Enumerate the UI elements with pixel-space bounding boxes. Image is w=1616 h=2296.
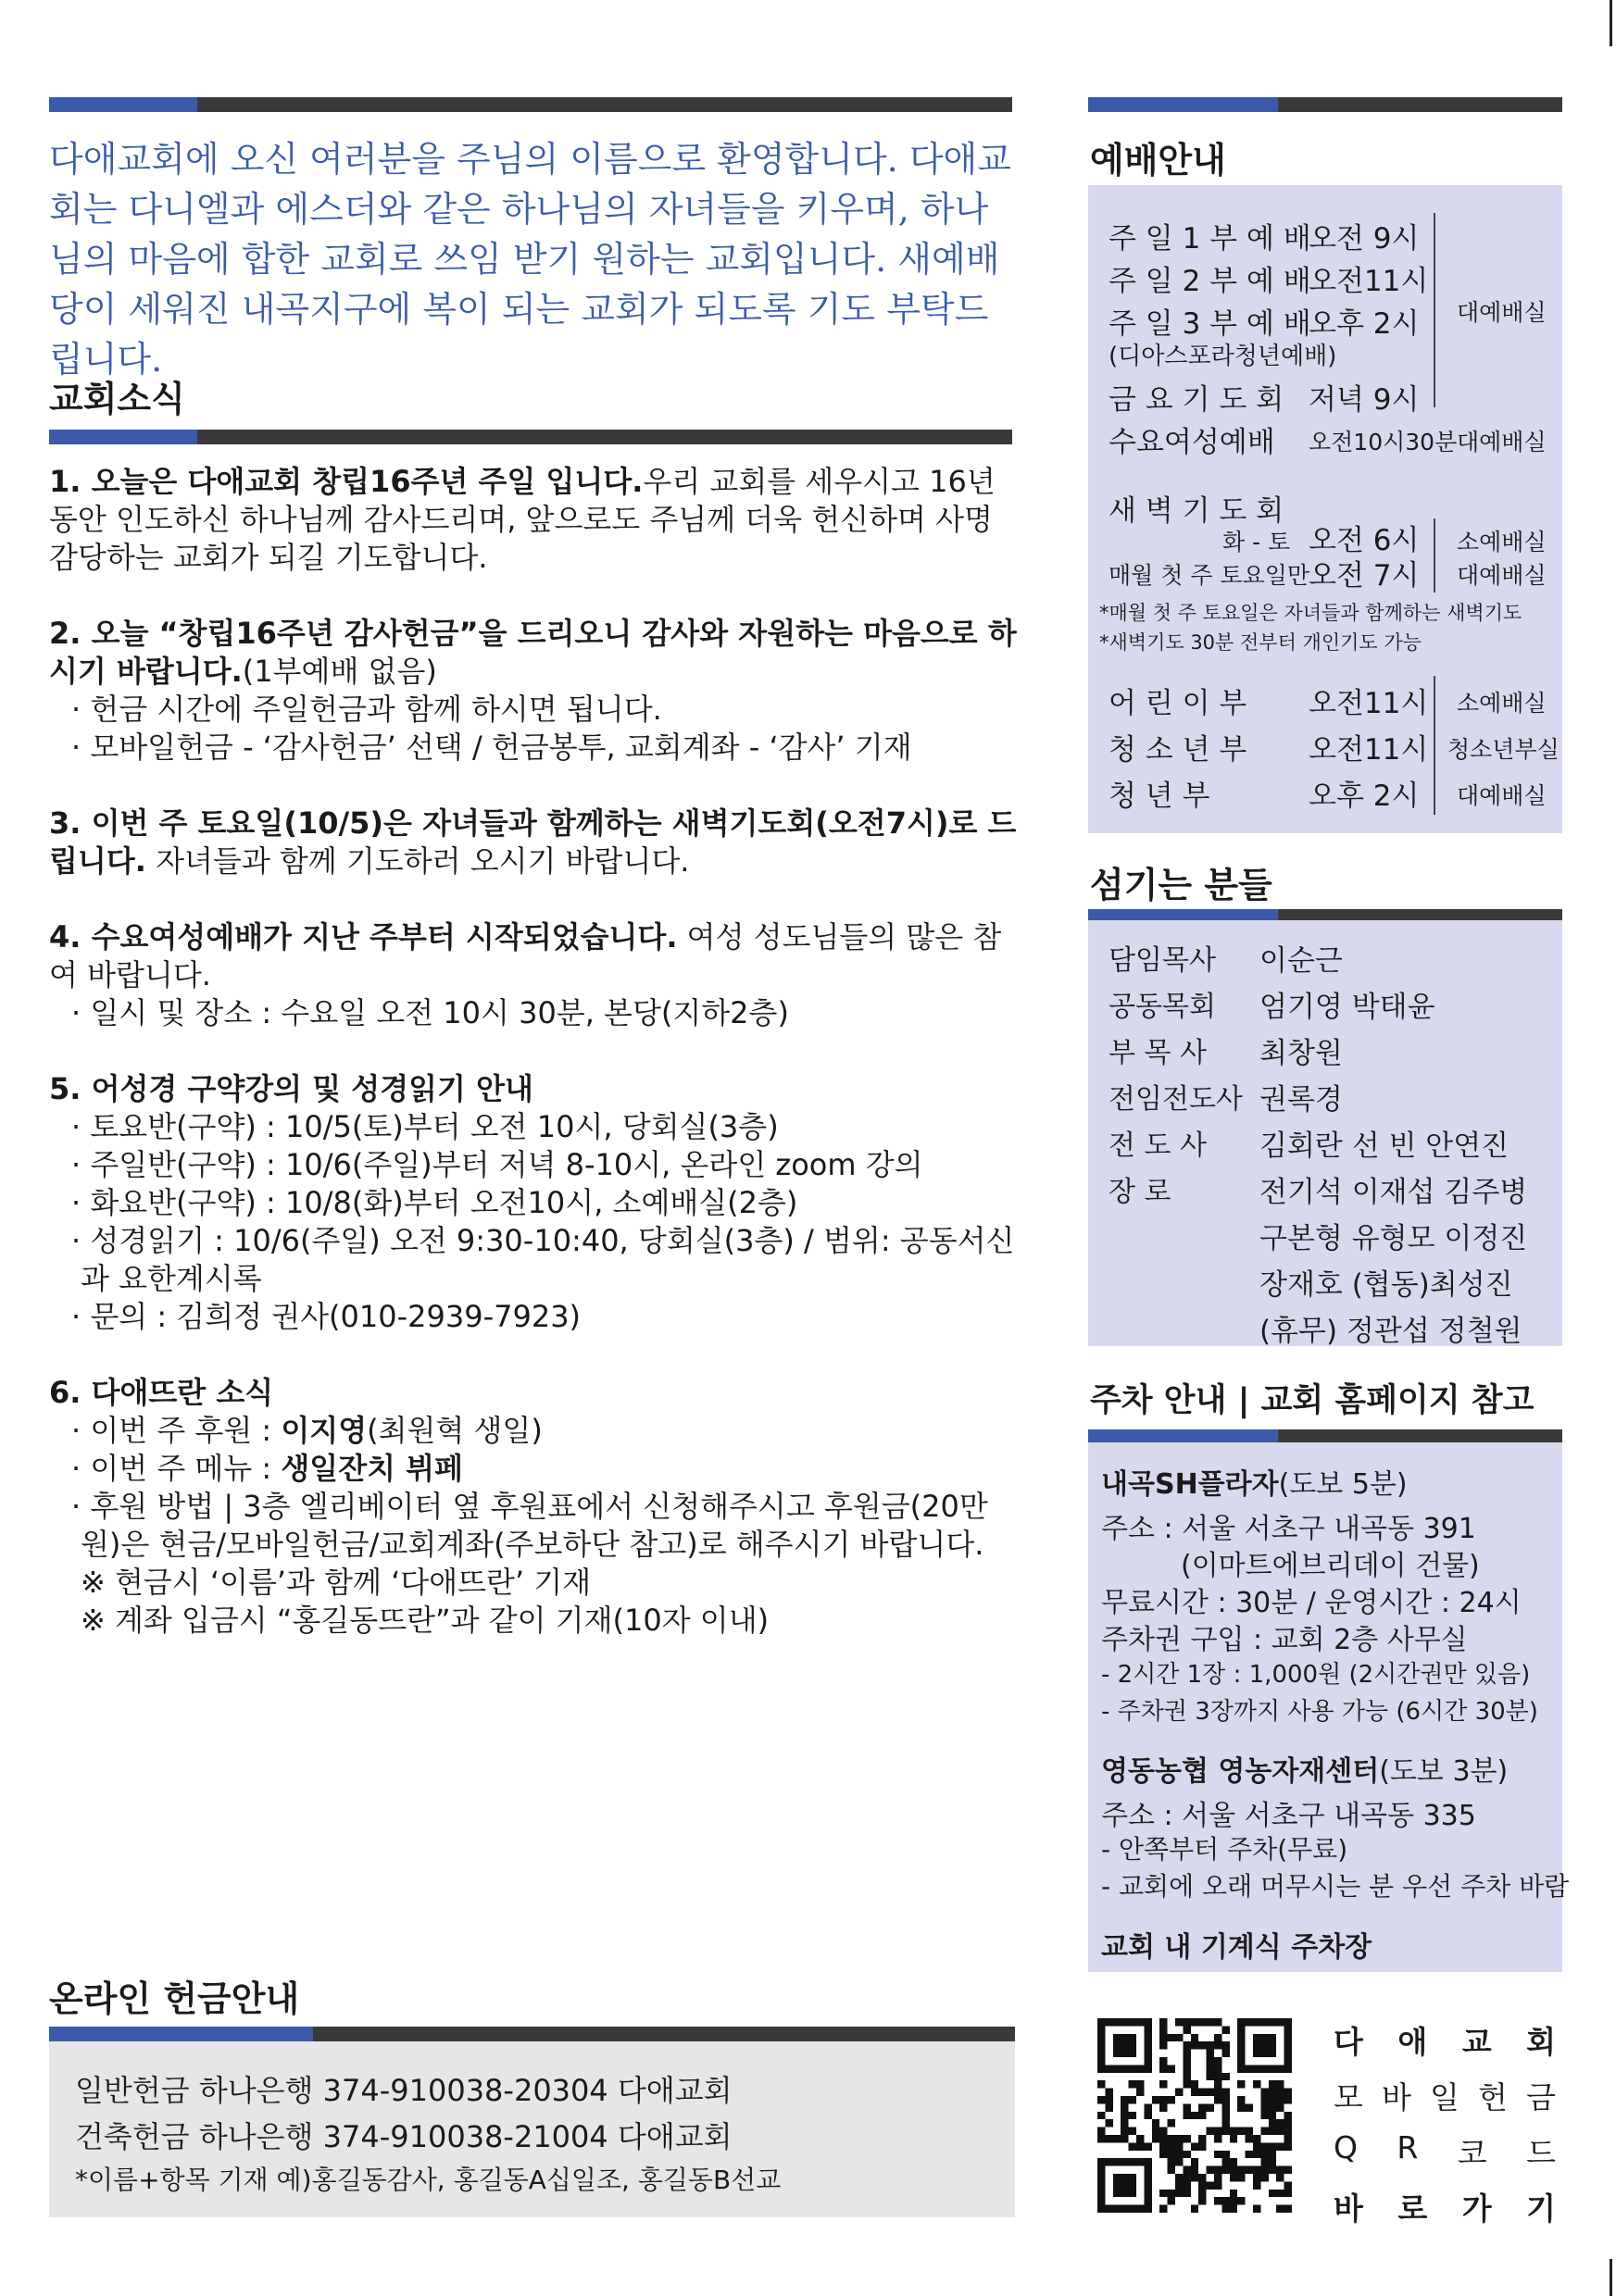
news-item-3-text: 자녀들과 함께 기도하러 오시기 바랍니다. <box>145 843 690 879</box>
worship-r1-name: 주 일 1 부 예 배 <box>1109 222 1311 256</box>
online-title: 온라인 헌금안내 <box>49 1978 300 2019</box>
news-item-2-sub1: · 헌금 시간에 주일헌금과 함께 하시면 됩니다. <box>71 692 662 727</box>
parking-place-3-name: 교회 내 기계식 주차장 <box>1101 1931 1372 1964</box>
worship-top-bar <box>1088 97 1562 112</box>
qr-char: 코 <box>1457 2135 1487 2171</box>
qr-char: 헌 <box>1478 2079 1508 2115</box>
worship-r5-place: 대예배실 <box>1457 429 1547 455</box>
parking-place-2-name: 영동농협 영농자재센터 <box>1101 1755 1380 1788</box>
parking-place-1-name: 내곡SH플라자 <box>1101 1468 1279 1501</box>
worship-k2-place: 청소년부실 <box>1447 736 1560 763</box>
parking-b2: - 안쪽부터 주차(무료) <box>1101 1834 1348 1865</box>
parking-place-3 <box>1101 1924 1372 1965</box>
qr-char: 드 <box>1526 2135 1556 2171</box>
news-item-2-sub2: · 모바일헌금 - ‘감사헌금’ 선택 / 헌금봉투, 교회계좌 - ‘감사’ 기재 <box>71 730 912 765</box>
online-box <box>49 2041 1015 2217</box>
servant-role: 공동목회 <box>1109 991 1216 1023</box>
worship-r2-name: 주 일 2 부 예 배 <box>1109 265 1311 298</box>
news-item-3-bold: 3. 이번 주 토요일(10/5)은 자녀들과 함께하는 새벽기도회(오전7시)로 드립니다. <box>49 805 1017 879</box>
news-item-1-text: 우리 교회를 세우시고 16년 동안 인도하신 하나님께 감사드리며, 앞으로도 주님께 더욱 헌신하며 사명 감당하는 교회가 되길 기도합니다. <box>49 464 996 575</box>
menu-value: 생일잔치 뷔페 <box>281 1451 463 1486</box>
sponsor-note: (최원혁 생일) <box>367 1413 543 1448</box>
qr-char: 회 <box>1526 2024 1556 2060</box>
qr-char: 바 <box>1334 2190 1363 2227</box>
servant-role: 전임전도사 <box>1109 1083 1243 1116</box>
parking-a3: 무료시간 : 30분 / 운영시간 : 24시 <box>1101 1587 1522 1619</box>
qr-char: 로 <box>1397 2190 1428 2227</box>
servant-names: 구본형 유형모 이정진 <box>1259 1222 1528 1255</box>
parking-place-2-walk: (도보 3분) <box>1379 1755 1509 1788</box>
crop-mark-bottom-right <box>1610 2259 1612 2296</box>
news-item-3 <box>49 805 1017 880</box>
parking-place-1-walk: (도보 5분) <box>1278 1468 1408 1501</box>
online-bar <box>49 2027 1015 2041</box>
servant-names: 이순근 <box>1259 944 1343 978</box>
servant-role: 전 도 사 <box>1109 1129 1208 1162</box>
parking-b3: - 교회에 오래 머무시는 분 우선 주차 바람 <box>1101 1871 1570 1902</box>
qr-char: 일 <box>1430 2079 1459 2115</box>
worship-k1-time: 오전11시 <box>1309 687 1429 720</box>
worship-r3-time: 오후 2시 <box>1309 307 1420 341</box>
worship-r5-name: 수요여성예배 <box>1109 426 1275 459</box>
news-item-5-sub2: · 주일반(구약) : 10/6(주일)부터 저녁 8-10시, 온라인 zoom 강의 <box>71 1147 923 1182</box>
parking-place-2 <box>1101 1748 1508 1789</box>
news-item-6-note1: ※ 현금시 ‘이름’과 함께 ‘다애뜨란’ 기재 <box>81 1565 592 1600</box>
qr-char: 바 <box>1382 2079 1411 2115</box>
worship-r8-place: 대예배실 <box>1457 562 1547 589</box>
worship-r2-time: 오전11시 <box>1309 265 1429 298</box>
news-item-1-bold: 1. 오늘은 다애교회 창립16주년 주일 입니다. <box>49 464 644 499</box>
worship-r6-name: 새 벽 기 도 회 <box>1109 494 1284 528</box>
servants-title: 섬기는 분들 <box>1090 865 1272 905</box>
worship-r8-day: 매월 첫 주 토요일만 <box>1109 562 1310 589</box>
worship-r7-day: 화 - 토 <box>1222 529 1291 555</box>
worship-k2-time: 오전11시 <box>1309 733 1429 767</box>
news-item-4-bold: 4. 수요여성예배가 지난 주부터 시작되었습니다. <box>49 919 678 955</box>
worship-r3-note: (디아스포라청년예배) <box>1109 343 1337 370</box>
parking-a2: (이마트에브리데이 건물) <box>1181 1550 1480 1582</box>
worship-divider-1 <box>1434 213 1435 407</box>
news-item-2-bold: 2. 오늘 “창립16주년 감사헌금”을 드리오니 감사와 자원하는 마음으로 하시기 바랍니다. <box>49 616 1017 689</box>
worship-r8-time: 오전 7시 <box>1309 559 1420 593</box>
servant-names: 최창원 <box>1259 1037 1343 1070</box>
servant-names: 권록경 <box>1259 1083 1343 1117</box>
news-item-6-sub3: · 후원 방법 | 3층 엘리베이터 옆 후원표에서 신청해주시고 후원금(20만원)은 현금/모바일헌금/교회계좌(주보하단 참고)로 해주시기 바랍니다. <box>71 1489 988 1562</box>
qr-line-1 <box>1334 2018 1556 2062</box>
parking-a4: 주차권 구입 : 교회 2층 사무실 <box>1101 1624 1468 1656</box>
news-item-6-bold: 6. 다애뜨란 소식 <box>49 1375 274 1410</box>
worship-r1-time: 오전 9시 <box>1309 222 1420 256</box>
intro-top-bar <box>49 97 1012 112</box>
worship-r4-name: 금 요 기 도 회 <box>1109 383 1284 417</box>
servant-role: 담임목사 <box>1109 944 1216 977</box>
servant-names: 전기석 이재섭 김주병 <box>1259 1176 1528 1209</box>
news-item-5-bold: 5. 어성경 구약강의 및 성경읽기 안내 <box>49 1071 533 1106</box>
qr-char: 기 <box>1526 2190 1556 2227</box>
online-line-2: 건축헌금 하나은행 374-910038-21004 다애교회 <box>75 2119 733 2154</box>
worship-r5-time: 오전10시30분 <box>1309 429 1458 455</box>
qr-char: R <box>1397 2129 1419 2165</box>
servant-role: 장 로 <box>1109 1176 1171 1208</box>
news-item-5 <box>49 1070 1017 1336</box>
worship-k3-place: 대예배실 <box>1457 782 1547 809</box>
worship-r7-time: 오전 6시 <box>1309 524 1420 557</box>
news-item-4-text: 여성 성도님들의 많은 참여 바랍니다. <box>49 919 1002 992</box>
worship-note-2: *새벽기도 30분 전부터 개인기도 가능 <box>1099 631 1422 654</box>
news-item-5-sub5: · 문의 : 김희정 권사(010-2939-7923) <box>71 1299 582 1334</box>
parking-panel <box>1088 1442 1570 1972</box>
sponsor-label: · 이번 주 후원 : <box>71 1413 282 1448</box>
intro-text: 다애교회에 오신 여러분을 주님의 이름으로 환영합니다. 다애교회는 다니엘과 에스더와 같은 하나님의 자녀들을 키우며, 하나님의 마음에 합한 교회로 쓰임 받기 원하는 교회입니다. 새예배당이 세워진 내곡지구에 복이 되는 교회가 되도록 기도 부탁드립니다. <box>49 139 1011 380</box>
worship-k3-time: 오후 2시 <box>1309 780 1420 813</box>
worship-k3-name: 청 년 부 <box>1109 780 1210 813</box>
servant-names: (휴무) 정관섭 정철원 <box>1259 1315 1522 1348</box>
qr-char: 모 <box>1334 2079 1363 2115</box>
parking-place-1 <box>1101 1461 1408 1502</box>
news-item-6-note2: ※ 계좌 입금시 “홍길동뜨란”과 같이 기재(10자 이내) <box>81 1603 770 1638</box>
mobile-offering-qr-code[interactable] <box>1097 2018 1292 2213</box>
worship-note-1: *매월 첫 주 토요일은 자녀들과 함께하는 새벽기도 <box>1099 602 1522 624</box>
worship-r4-time: 저녁 9시 <box>1309 383 1420 417</box>
worship-divider-3 <box>1434 676 1435 815</box>
worship-r3-name: 주 일 3 부 예 배 <box>1109 307 1311 341</box>
worship-panel <box>1088 185 1562 833</box>
qr-char: 애 <box>1397 2024 1428 2060</box>
qr-line-2 <box>1334 2074 1556 2117</box>
servant-names: 김회란 선 빈 안연진 <box>1259 1129 1510 1163</box>
menu-label: · 이번 주 메뉴 : <box>71 1451 282 1486</box>
worship-k2-name: 청 소 년 부 <box>1109 733 1247 767</box>
news-item-1 <box>49 463 1017 577</box>
news-item-6 <box>49 1374 1017 1640</box>
worship-divider-2 <box>1434 518 1435 593</box>
qr-char: 가 <box>1461 2190 1492 2227</box>
worship-place-1: 대예배실 <box>1457 299 1547 326</box>
news-item-6-sub2 <box>49 1450 1017 1488</box>
news-item-5-sub1: · 토요반(구약) : 10/5(토)부터 오전 10시, 당회실(3층) <box>71 1109 779 1144</box>
parking-bar <box>1088 1429 1562 1442</box>
news-item-4 <box>49 918 1017 1032</box>
worship-r7-place: 소예배실 <box>1457 529 1547 555</box>
parking-a6: - 주차권 3장까지 사용 가능 (6시간 30분) <box>1101 1698 1538 1726</box>
news-item-5-sub3: · 화요반(구약) : 10/8(화)부터 오전10시, 소예배실(2층) <box>71 1185 798 1220</box>
news-item-2-text: (1부예배 없음) <box>242 654 437 689</box>
parking-b1: 주소 : 서울 서초구 내곡동 335 <box>1101 1800 1476 1832</box>
online-line-3: *이름+항목 기재 예)홍길동감사, 홍길동A십일조, 홍길동B선교 <box>75 2165 782 2195</box>
worship-k1-place: 소예배실 <box>1457 690 1547 717</box>
qr-char: 교 <box>1461 2024 1492 2060</box>
news-item-2 <box>49 615 1017 767</box>
news-item-4-sub1: · 일시 및 장소 : 수요일 오전 10시 30분, 본당(지하2층) <box>71 995 789 1030</box>
parking-a5: - 2시간 1장 : 1,000원 (2시간권만 있음) <box>1101 1661 1531 1689</box>
servant-names: 장재호 (협동)최성진 <box>1259 1268 1513 1302</box>
news-item-6-sub1 <box>49 1412 1017 1450</box>
online-line-1: 일반헌금 하나은행 374-910038-20304 다애교회 <box>75 2073 733 2108</box>
parking-title: 주차 안내 | 교회 홈페이지 참고 <box>1090 1382 1535 1419</box>
servant-names: 엄기영 박태윤 <box>1259 991 1435 1024</box>
qr-line-3 <box>1334 2129 1556 2173</box>
qr-char: 다 <box>1334 2024 1363 2060</box>
qr-char: 금 <box>1526 2079 1556 2115</box>
parking-a1: 주소 : 서울 서초구 내곡동 391 <box>1101 1513 1476 1545</box>
qr-char: Q <box>1334 2129 1358 2165</box>
news-title: 교회소식 <box>49 379 185 419</box>
news-item-5-sub4: · 성경읽기 : 10/6(주일) 오전 9:30-10:40, 당회실(3층) / 범위: 공동서신과 요한계시록 <box>71 1223 1015 1296</box>
sponsor-name: 이지영 <box>281 1413 368 1448</box>
qr-line-4 <box>1334 2185 1556 2228</box>
servant-role: 부 목 사 <box>1109 1037 1208 1069</box>
news-list <box>49 463 1017 1678</box>
servants-panel <box>1088 920 1562 1346</box>
crop-mark-top-right <box>1610 0 1612 46</box>
worship-k1-name: 어 린 이 부 <box>1109 687 1247 720</box>
worship-title: 예배안내 <box>1090 140 1226 181</box>
news-bar <box>49 430 1012 444</box>
servants-bar <box>1088 909 1562 920</box>
